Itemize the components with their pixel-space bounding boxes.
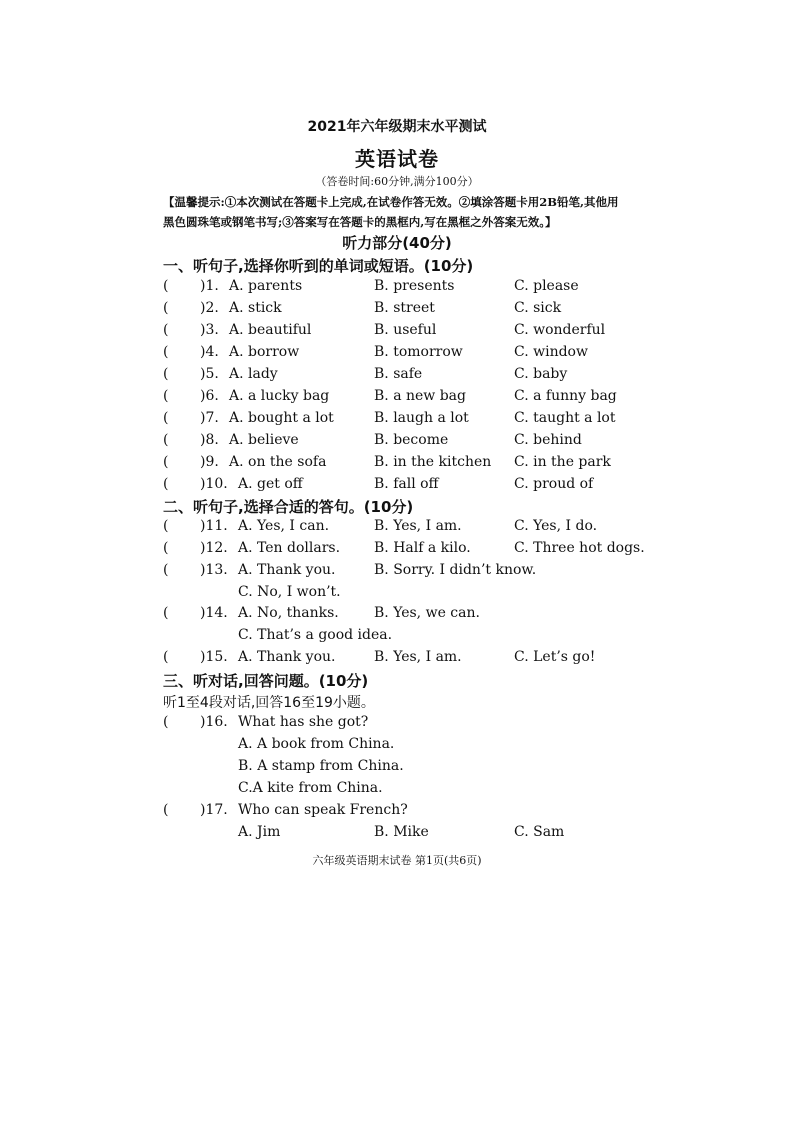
question-number: )8. [200,432,219,448]
option-c: C. window [514,344,588,360]
option-a: A. a lucky bag [229,388,330,404]
answer-paren: ( [163,454,169,470]
tip-line-1: 【温馨提示:①本次测试在答题卡上完成,在试卷作答无效。②填涂答题卡用2B铅笔,其他用 [163,195,619,209]
option-c: C. proud of [514,476,594,492]
question-number: )7. [200,410,219,426]
option-b: B. in the kitchen [374,454,492,470]
option-b: B. Yes, we can. [374,605,480,621]
question-number: )16. [200,714,228,730]
option-a: A. lady [229,366,278,382]
question-number: )9. [200,454,219,470]
option-a: A. Ten dollars. [238,540,341,556]
option-b: B. street [374,300,435,316]
question-number: )15. [200,649,228,665]
question-row [0,802,794,822]
question-number: )11. [200,518,228,534]
exam-subject: 英语试卷 [355,147,439,171]
option-b: B. safe [374,366,423,382]
option-a: A. Thank you. [238,649,336,665]
option-c: C. behind [514,432,582,448]
option-b: B. A stamp from China. [238,758,404,774]
answer-paren: ( [163,540,169,556]
option-b: B. Mike [374,824,429,840]
question-number: )1. [200,278,219,294]
question-row [0,454,794,474]
option-a: A. A book from China. [238,736,395,752]
section-2-title: 二、听句子,选择合适的答句。(10分) [163,498,414,516]
question-row [0,388,794,408]
question-number: )14. [200,605,228,621]
question-row [0,518,794,538]
question-number: )5. [200,366,219,382]
option-c: C. Sam [514,824,565,840]
question-row [0,649,794,669]
option-row [0,824,794,844]
answer-paren: ( [163,388,169,404]
answer-paren: ( [163,300,169,316]
question-text: Who can speak French? [238,802,408,818]
option-c: C. That’s a good idea. [238,627,393,643]
option-c: C. Yes, I do. [514,518,598,534]
option-a: A. on the sofa [229,454,327,470]
section-1-title: 一、听句子,选择你听到的单词或短语。(10分) [163,257,474,275]
option-b: B. a new bag [374,388,466,404]
option-a: A. parents [229,278,303,294]
answer-paren: ( [163,605,169,621]
question-row [0,540,794,560]
option-a: A. get off [238,476,303,492]
question-row [0,714,794,734]
option-b: B. fall off [374,476,439,492]
option-b: B. laugh a lot [374,410,469,426]
option-b: B. useful [374,322,437,338]
option-a: A. Jim [238,824,281,840]
answer-paren: ( [163,562,169,578]
answer-paren: ( [163,714,169,730]
option-a: A. stick [229,300,282,316]
option-c: C. a funny bag [514,388,617,404]
option-c: C.A kite from China. [238,780,383,796]
answer-paren: ( [163,322,169,338]
answer-paren: ( [163,366,169,382]
option-c: C. Let’s go! [514,649,596,665]
option-b: B. presents [374,278,455,294]
question-number: )4. [200,344,219,360]
option-c: C. sick [514,300,562,316]
question-number: )13. [200,562,228,578]
question-row [0,605,794,625]
listening-part-title: 听力部分(40分) [342,234,452,252]
option-b: B. Yes, I am. [374,518,462,534]
option-a: A. bought a lot [229,410,334,426]
exam-title: 2021年六年级期末水平测试 [307,119,487,135]
question-row [0,476,794,496]
option-a: A. borrow [229,344,300,360]
question-number: )17. [200,802,228,818]
question-number: )2. [200,300,219,316]
question-row [0,322,794,342]
answer-paren: ( [163,278,169,294]
question-number: )12. [200,540,228,556]
tip-line-2: 黑色圆珠笔或钢笔书写;③答案写在答题卡的黑框内,写在黑框之外答案无效。】 [163,215,557,229]
answer-paren: ( [163,410,169,426]
answer-paren: ( [163,432,169,448]
option-a: A. Thank you. [238,562,336,578]
answer-paren: ( [163,518,169,534]
question-row [0,300,794,320]
option-b: B. Sorry. I didn’t know. [374,562,537,578]
question-text: What has she got? [238,714,369,730]
answer-paren: ( [163,649,169,665]
question-number: )6. [200,388,219,404]
option-b: B. Half a kilo. [374,540,471,556]
option-c: C. baby [514,366,568,382]
question-row [0,366,794,386]
answer-paren: ( [163,802,169,818]
option-c: C. No, I won’t. [238,584,341,600]
option-c: C. wonderful [514,322,606,338]
option-b: B. Yes, I am. [374,649,462,665]
answer-paren: ( [163,344,169,360]
question-row [0,278,794,298]
question-number: )10. [200,476,228,492]
section-3-title: 三、听对话,回答问题。(10分) [163,672,369,690]
option-a: A. Yes, I can. [238,518,330,534]
option-c: C. in the park [514,454,611,470]
option-c: C. please [514,278,579,294]
time-note: （答卷时间:60分钟,满分100分） [315,175,479,188]
option-a: A. beautiful [229,322,312,338]
question-row [0,410,794,430]
question-number: )3. [200,322,219,338]
option-a: A. No, thanks. [238,605,339,621]
question-row [0,562,794,582]
question-row [0,344,794,364]
section-3-instruction: 听1至4段对话,回答16至19小题。 [163,695,375,711]
question-row [0,432,794,452]
option-a: A. believe [229,432,299,448]
answer-paren: ( [163,476,169,492]
option-c: C. Three hot dogs. [514,540,645,556]
page-footer: 六年级英语期末试卷 第1页(共6页) [312,854,482,867]
option-b: B. tomorrow [374,344,463,360]
option-c: C. taught a lot [514,410,616,426]
option-b: B. become [374,432,449,448]
